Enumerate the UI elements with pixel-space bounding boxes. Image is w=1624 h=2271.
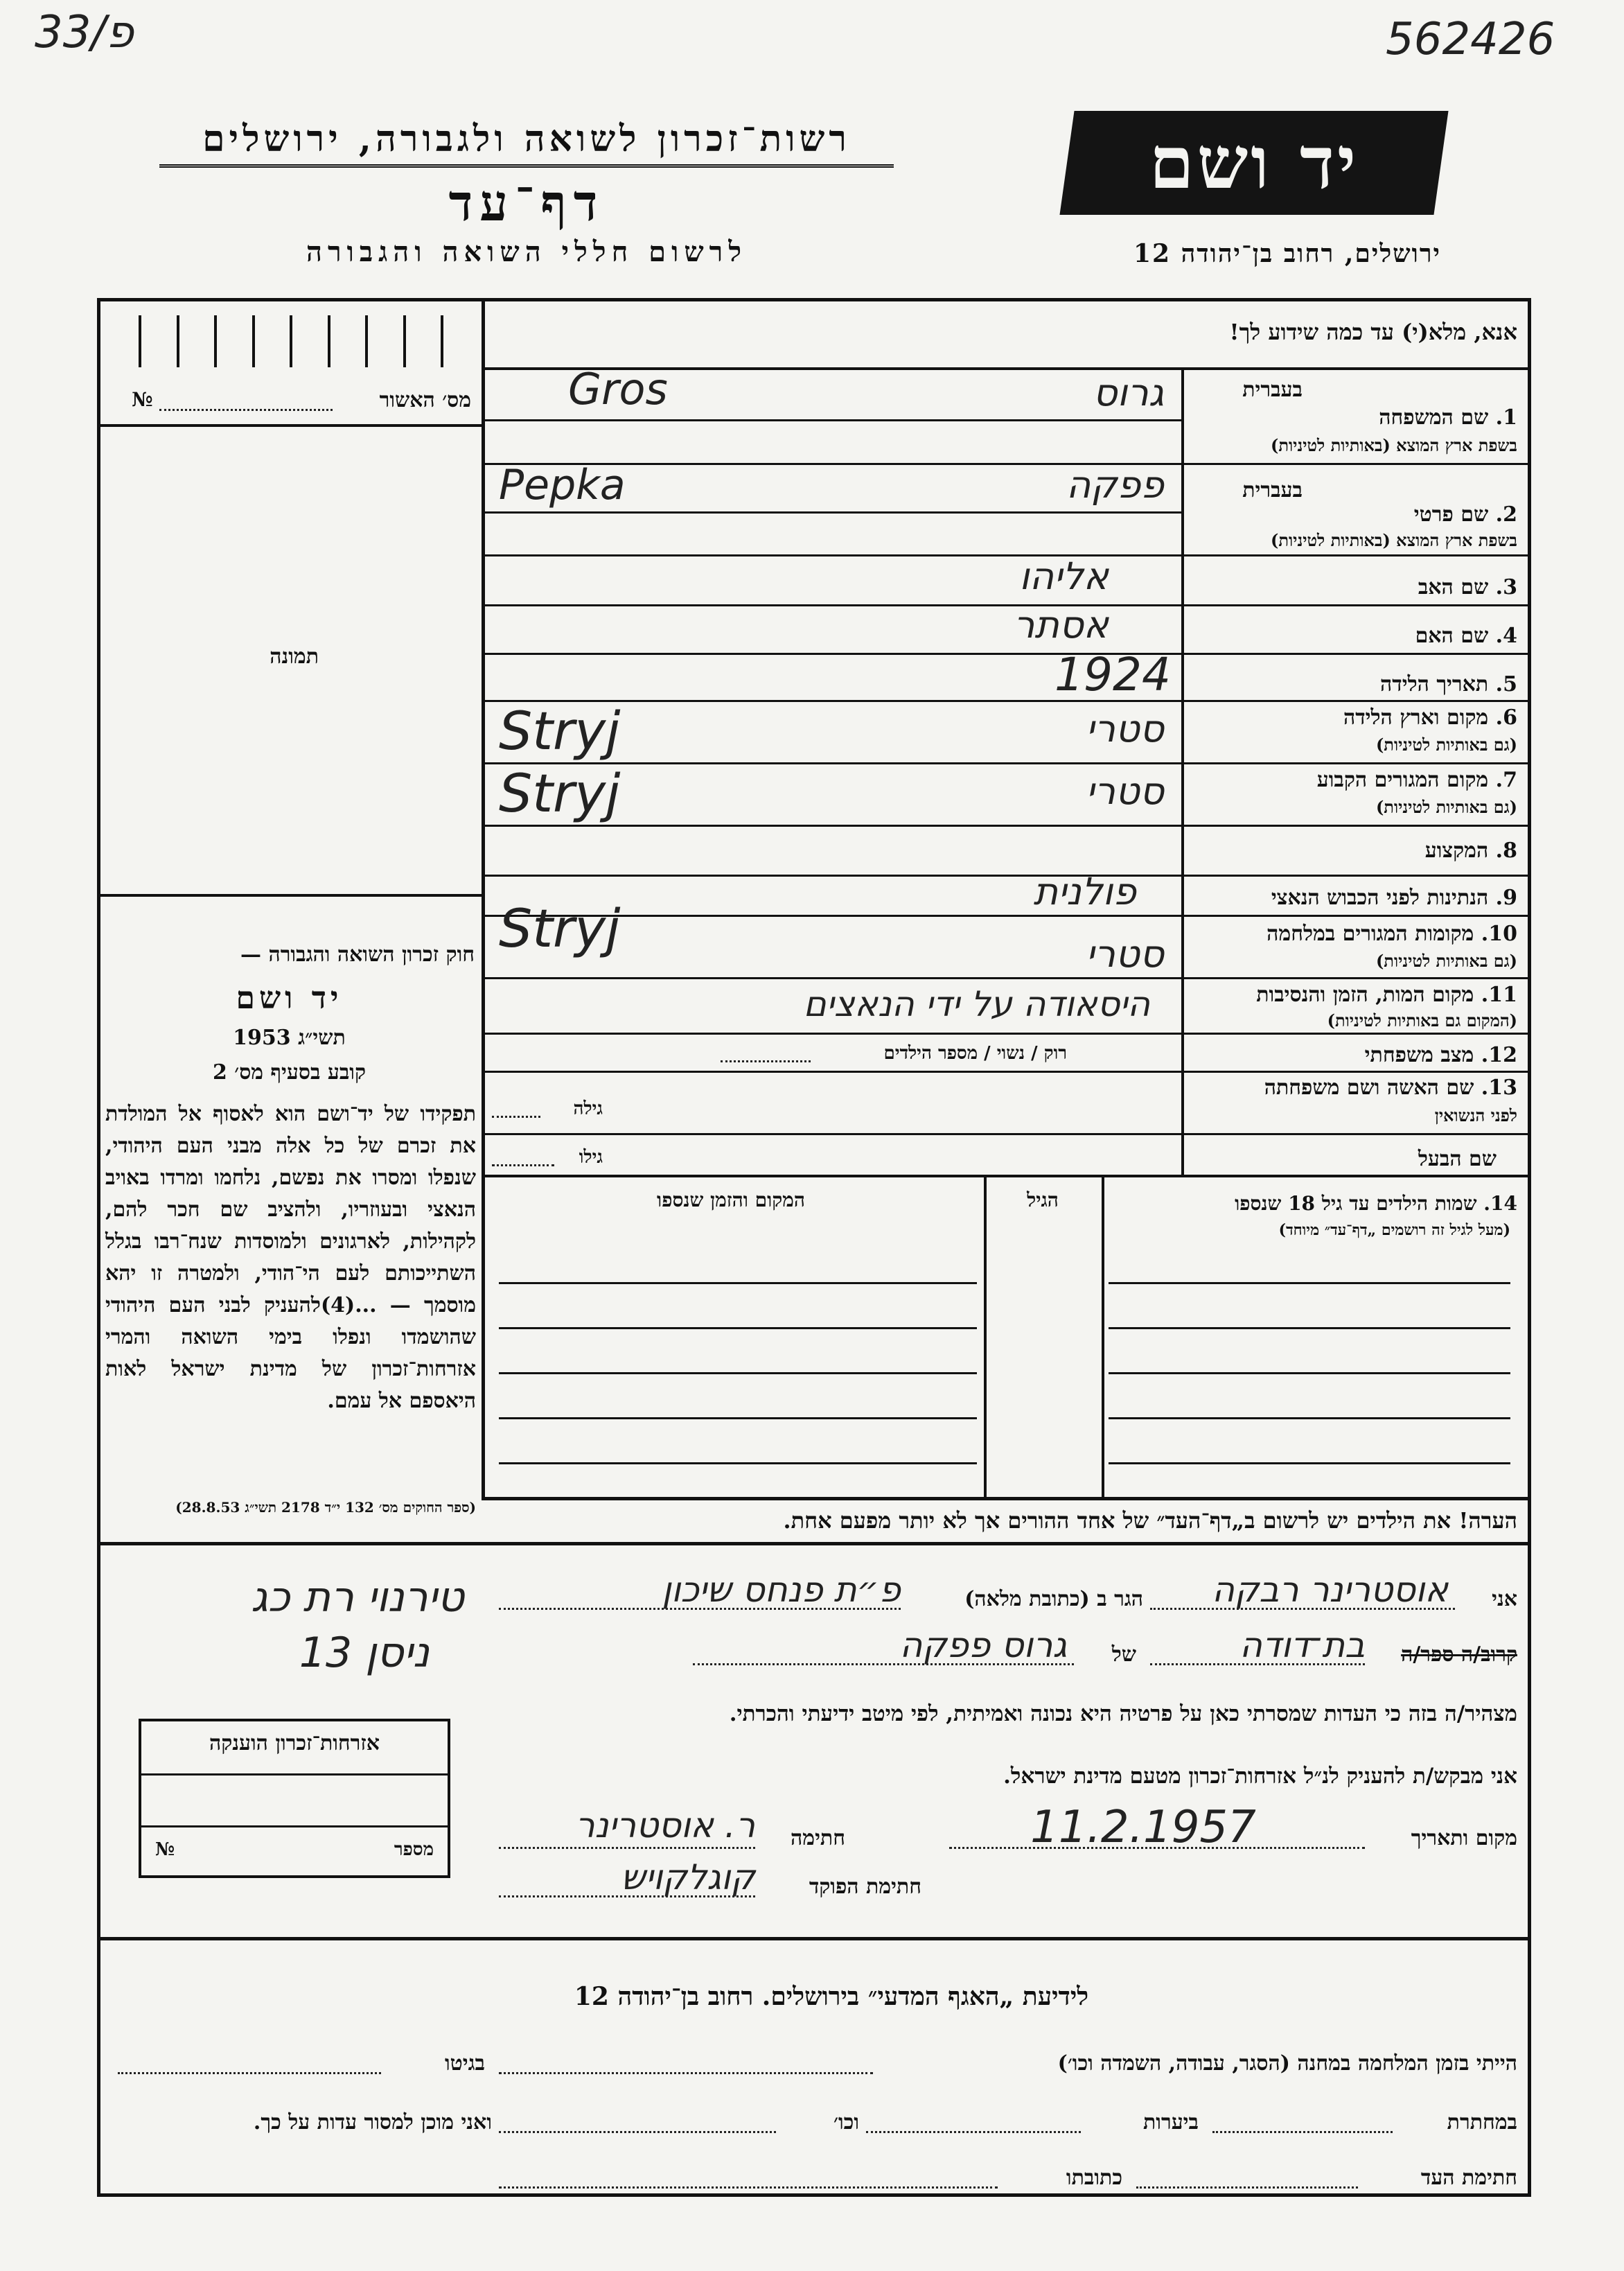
date-value: 11.2.1957 xyxy=(1030,1802,1256,1853)
law-name: יד ושם xyxy=(236,981,343,1016)
handwritten-note-1: טירנוי רת כג xyxy=(251,1573,464,1622)
left-column-divider xyxy=(482,298,485,1500)
field-4-name: שם האם xyxy=(1415,624,1489,648)
children-place-line-1 xyxy=(499,1282,977,1284)
footer-address-label: כתובתו xyxy=(1066,2166,1122,2190)
yad-vashem-logo xyxy=(1059,111,1448,215)
officer-signature-value: קוגלקויש xyxy=(621,1857,755,1897)
approval-number-line xyxy=(159,409,333,411)
footer-camp-label: הייתי בזמן המלחמה במחנה (הסגר, עבודה, השמדה וכו׳) xyxy=(1057,2051,1517,2076)
of-value: גרוס פפקה xyxy=(899,1625,1067,1665)
field-7-label xyxy=(1192,768,1517,792)
field-3-label xyxy=(1192,575,1517,599)
field-5-num: 5. xyxy=(1495,672,1517,696)
declarant-address: פ״ת פנחס שיכון xyxy=(662,1570,901,1610)
footer-underground-label: במחתרת xyxy=(1447,2110,1517,2134)
row1-mid-line xyxy=(485,419,1181,421)
field-3-name: שם האב xyxy=(1418,575,1489,599)
field-12-num: 12. xyxy=(1481,1043,1517,1067)
field-6-name: מקום וארץ הלידה xyxy=(1343,705,1489,730)
children-note: הערה! את הילדים יש לרשום ב„דף־העד״ של אחד ההורים אך לא יותר מפעם אחת. xyxy=(783,1507,1517,1534)
field-8-name: המקצוע xyxy=(1424,839,1489,863)
husband-age-line xyxy=(492,1164,554,1166)
field-4-num: 4. xyxy=(1495,624,1517,648)
field-9-num: 9. xyxy=(1495,886,1517,910)
photo-divider xyxy=(97,894,484,897)
children-label: 14. שמות הילדים עד גיל 18 שנספו xyxy=(1235,1192,1517,1215)
field-8-num: 8. xyxy=(1495,839,1517,863)
footer-ghetto-line xyxy=(118,2072,381,2074)
form-title: דף־עד xyxy=(448,173,605,232)
field-label-divider xyxy=(1181,367,1184,1175)
field-2-name: שם פרטי xyxy=(1413,502,1489,527)
field-2-latin: Pepka xyxy=(499,461,626,509)
photo-label: תמונה xyxy=(270,645,319,669)
field-11-label xyxy=(1192,983,1517,1007)
signature-value: ר. אוסטרינר xyxy=(575,1805,755,1845)
field-10-name: מקומות המגורים במלחמה xyxy=(1266,922,1474,946)
archive-code: 33/פ xyxy=(35,7,134,58)
footer-willing-label: ואני מוכן למסור עדות על כך. xyxy=(253,2110,492,2134)
field-6-latin: Stryj xyxy=(499,700,621,762)
children-place-line-3 xyxy=(499,1372,977,1374)
field-3-value: אליהו xyxy=(1019,554,1109,598)
field-11-num: 11. xyxy=(1481,983,1517,1007)
archive-number: 562426 xyxy=(1386,14,1555,65)
citizenship-number-suffix: № xyxy=(155,1839,175,1860)
form-subtitle: לרשום חללי השואה והגבורה xyxy=(306,236,748,268)
children-col-divider-1 xyxy=(1102,1177,1104,1500)
citizenship-number-label: מספר xyxy=(394,1839,434,1860)
field-5-value: 1924 xyxy=(1054,648,1171,701)
field-7-num: 7. xyxy=(1495,768,1517,792)
children-row-line-2 xyxy=(1109,1327,1510,1329)
instruction: אנא, מלא(י) עד כמה שידוע לך! xyxy=(1229,319,1517,345)
field-11-name: מקום המות, הזמן והנסיבות xyxy=(1256,983,1474,1007)
field-6-label xyxy=(1192,705,1517,730)
officer-signature-label: חתימת הפוקד xyxy=(809,1875,921,1899)
field-7-name: מקום המגורים הקבוע xyxy=(1316,768,1489,792)
law-title: חוק זכרון השואה והגבורה — xyxy=(240,942,475,967)
field-13-label xyxy=(1192,1076,1517,1100)
wife-age-label: גילה xyxy=(573,1098,603,1119)
field-9-label xyxy=(1192,886,1517,910)
field-13-name: שם האשה ושם משפחתה xyxy=(1264,1076,1474,1100)
children-place-line-4 xyxy=(499,1417,977,1419)
footer-title: לידיעת „האגף המדעי״ בירושלים. רחוב בן־יהודה 12 xyxy=(574,1982,1089,2011)
field-10-num: 10. xyxy=(1481,922,1517,946)
field-8-label xyxy=(1192,839,1517,863)
field-11-sub: (המקום גם באותיות לטיניות) xyxy=(1327,1010,1517,1031)
citizenship-box xyxy=(139,1719,450,1878)
handwritten-note-2: ניסן 13 xyxy=(299,1629,430,1677)
field-2-num: 2. xyxy=(1495,502,1517,527)
row-line-12 xyxy=(485,1071,1531,1073)
relation-value: בת־דודה xyxy=(1239,1625,1365,1665)
note-divider xyxy=(97,1542,1531,1545)
approval-divider xyxy=(97,424,484,427)
approval-number-label: מס׳ האשור xyxy=(379,388,471,412)
row-line-14 xyxy=(485,1175,1531,1177)
children-place-line-5 xyxy=(499,1462,977,1464)
row-line-13 xyxy=(485,1133,1531,1135)
logo-text: יד ושם xyxy=(1149,120,1359,205)
footer-underground-line xyxy=(1212,2131,1393,2133)
citizenship-box-title: אזרחות־זכרון הוענקה xyxy=(209,1731,380,1755)
field-1-value: גרוס xyxy=(1093,371,1164,414)
citizenship-request: אני מבקש/ת להעניק לנ״ל אזרחות־זכרון מטעם מדינת ישראל. xyxy=(1003,1764,1517,1789)
row2-mid-line xyxy=(485,511,1181,514)
of-label: של xyxy=(1111,1642,1136,1667)
place-date-label: מקום ותאריך xyxy=(1411,1826,1517,1850)
husband-label: שם הבעל xyxy=(1418,1147,1497,1171)
row-line-7 xyxy=(485,825,1531,827)
field-4-label xyxy=(1192,624,1517,648)
children-count-line xyxy=(721,1060,811,1062)
field-10-latin: Stryj xyxy=(499,897,621,959)
field-5-name: תאריך הלידה xyxy=(1380,672,1489,696)
footer-witness-sign-label: חתימת העד xyxy=(1420,2166,1517,2190)
footer-forests-label: ביערות xyxy=(1142,2110,1199,2134)
field-7-latin: Stryj xyxy=(499,762,621,824)
footer-camp-line xyxy=(499,2072,873,2074)
law-year: תשי״ג 1953 xyxy=(233,1026,346,1050)
field-9-value: פולנית xyxy=(1033,870,1136,913)
footer-address-line xyxy=(499,2186,998,2189)
row-line-10 xyxy=(485,977,1531,979)
field-6-sub: (גם באותיות לטיניות) xyxy=(1375,735,1517,755)
field-1-sub: בשפת ארץ המוצא (באותיות לטיניות) xyxy=(1271,435,1517,455)
children-col-age: הגיל xyxy=(1027,1189,1059,1211)
declaration-statement: מצהיר/ה בזה כי העדות שמסרתי כאן על פרטיה היא נכונה ואמיתית, לפי מיטב ידיעתי והכרתי. xyxy=(729,1701,1517,1726)
law-gazette: (ספר החוקים מס׳ 132 י״ד 2178 תשי״ג 28.8.53) xyxy=(175,1499,476,1516)
row-line-11 xyxy=(485,1033,1531,1035)
children-place-line-2 xyxy=(499,1327,977,1329)
approval-number-suffix: № xyxy=(132,388,153,411)
field-7-value: סטרי xyxy=(1086,769,1164,813)
field-13-sub: לפני הנשואין xyxy=(1434,1105,1517,1125)
footer-etc-label: וכו׳ xyxy=(833,2110,859,2134)
footer-forests-line xyxy=(866,2131,1081,2133)
field-1-hebrew-tag: בעברית xyxy=(1242,378,1303,402)
children-col-divider-2 xyxy=(984,1177,987,1500)
law-text: תפקידו של יד־ושם הוא לאסוף אל המולדת את זכרם של כל אלה מבני העם היהודי, שנפלו ומסרו את נפשם, נלחמו ומרדו באויב הנאצי ובעוזריו, ולהציב שם חכר להם, לקהילות, לארגונים ולמוסדות שנח־רבו בגלל השתייכותם לעם הי־הודי, ולמטרה זו יהא מוסמך — ...(4)להעניק לבני העם היהודי שהושמדו ונפלו בימי השואה והמרי אזרחות־זכרון של מדינת ישראל לאות היאספם אל עמם. xyxy=(105,1102,476,1413)
children-row-line-3 xyxy=(1109,1372,1510,1374)
children-sub: (מעל לגיל זה רושמים „דף־עד״ מיוחד) xyxy=(1278,1221,1510,1239)
field-1-label xyxy=(1192,405,1517,430)
footer-witness-sign-line xyxy=(1136,2186,1358,2189)
field-12-name: מצב משפחתי xyxy=(1364,1043,1474,1067)
field-10-sub: (גם באותיות לטיניות) xyxy=(1375,951,1517,971)
field-10-value: סטרי xyxy=(1086,932,1164,976)
children-bottom-line xyxy=(485,1497,1531,1500)
declaration-i-label: אני xyxy=(1492,1587,1517,1611)
signature-line xyxy=(499,1847,755,1849)
field-2-hebrew-tag: בעברית xyxy=(1242,478,1303,502)
footer-divider xyxy=(97,1937,1531,1940)
footer-etc-line xyxy=(499,2131,776,2133)
wife-age-line xyxy=(492,1116,540,1118)
children-col-place: המקום והזמן שנספו xyxy=(657,1189,805,1211)
code-boxes xyxy=(139,315,443,367)
field-6-num: 6. xyxy=(1495,705,1517,730)
children-row-line-1 xyxy=(1109,1282,1510,1284)
field-1-num: 1. xyxy=(1495,405,1517,430)
husband-age-label: גילו xyxy=(579,1147,603,1168)
footer-ghetto-label: בגיטו xyxy=(444,2051,485,2076)
children-row-line-5 xyxy=(1109,1462,1510,1464)
authority-title: רשות־זכרון לשואה ולגבורה, ירושלים xyxy=(159,118,894,168)
declarant-name: אוסטרינר רבקה xyxy=(1212,1570,1448,1610)
law-section: קובע בסעיף מס׳ 2 xyxy=(212,1060,367,1085)
field-3-num: 3. xyxy=(1495,575,1517,599)
field-2-value: פפקה xyxy=(1066,463,1164,507)
field-10-label xyxy=(1192,922,1517,946)
children-row-line-4 xyxy=(1109,1417,1510,1419)
field-9-name: הנתינות לפני הכבוש הנאצי xyxy=(1271,886,1489,910)
field-12-label xyxy=(1192,1043,1517,1067)
relation-label: קרוב/ה ספר/ה xyxy=(1401,1642,1517,1667)
field-4-value: אסתר xyxy=(1013,603,1109,647)
field-2-sub: בשפת ארץ המוצא (באותיות לטיניות) xyxy=(1271,530,1517,550)
field-13-num: 13. xyxy=(1481,1076,1517,1100)
resident-label: הגר ב (כתובת מלאה) xyxy=(964,1587,1143,1611)
signature-label: חתימה xyxy=(791,1826,845,1850)
field-11-value: היסאודה על ידי הנאצים xyxy=(803,984,1150,1024)
field-5-label xyxy=(1192,672,1517,696)
address: ירושלים, רחוב בן־יהודה 12 xyxy=(1133,239,1441,268)
field-6-value: סטרי xyxy=(1086,707,1164,751)
field-2-label xyxy=(1192,502,1517,527)
field-7-sub: (גם באותיות לטיניות) xyxy=(1375,797,1517,817)
marital-options: רוק / נשוי / מספר הילדים xyxy=(883,1043,1067,1064)
field-1-latin: Gros xyxy=(568,364,668,414)
field-1-name: שם המשפחה xyxy=(1379,405,1489,430)
